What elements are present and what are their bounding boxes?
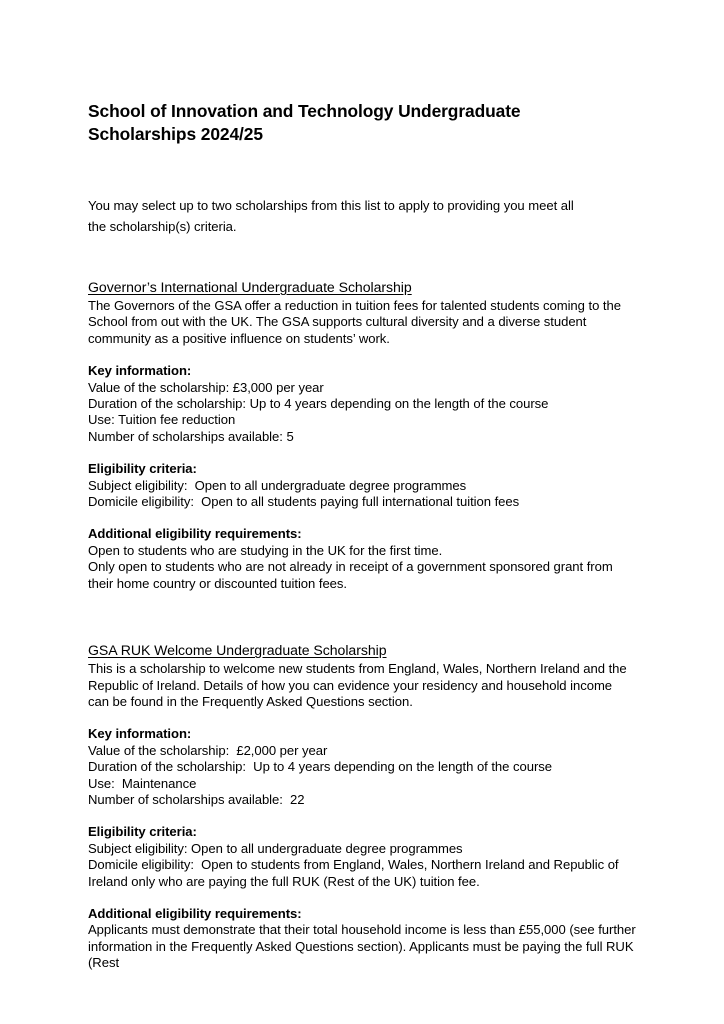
- eligibility-criteria-line: Domicile eligibility: Open to all students paying full international tuition fees: [88, 494, 520, 510]
- additional-requirements-line: Applicants must demonstrate that their total household income is less than £55,000 (see further information in the Frequently Asked Questions section). Applicants must be paying the full RUK (Rest: [88, 922, 640, 971]
- section-heading: GSA RUK Welcome Undergraduate Scholarship: [88, 642, 387, 659]
- eligibility-criteria-block: [88, 461, 636, 510]
- additional-requirements-label: Additional eligibility requirements:: [88, 905, 302, 921]
- key-information-line: Value of the scholarship: £3,000 per year: [88, 379, 324, 395]
- section-heading: Governor’s International Undergraduate Scholarship: [88, 279, 412, 295]
- key-information-line: Number of scholarships available: 5: [88, 428, 294, 444]
- additional-requirements-label: Additional eligibility requirements:: [88, 526, 302, 542]
- additional-requirements-block: [88, 526, 636, 592]
- scholarship-section-governors-international: [88, 278, 636, 592]
- eligibility-criteria-label: Eligibility criteria:: [88, 824, 197, 840]
- key-information-line: Duration of the scholarship: Up to 4 years depending on the length of the course: [88, 396, 549, 412]
- section-description: This is a scholarship to welcome new students from England, Wales, Northern Ireland and the Republic of Ireland. Details of how you can evidence your residency and household income can be found in the Frequently Asked Questions section.: [88, 661, 627, 709]
- eligibility-criteria-block: [88, 824, 636, 890]
- key-information-line: Duration of the scholarship: Up to 4 years depending on the length of the course: [88, 759, 552, 775]
- key-information-line: Use: Maintenance: [88, 775, 197, 791]
- eligibility-criteria-label: Eligibility criteria:: [88, 461, 197, 477]
- intro-paragraph: You may select up to two scholarships from this list to apply to providing you meet all the scholarship(s) criteria.: [88, 198, 574, 234]
- key-information-line: Number of scholarships available: 22: [88, 791, 305, 807]
- additional-requirements-line: Only open to students who are not already in receipt of a government sponsored grant from their home country or discounted tuition fees.: [88, 559, 617, 591]
- eligibility-criteria-line: Domicile eligibility: Open to students from England, Wales, Northern Ireland and Republic of Ireland only who are paying the full RUK (Rest of the UK) tuition fee.: [88, 857, 623, 889]
- key-information-line: Use: Tuition fee reduction: [88, 412, 236, 428]
- key-information-block: [88, 726, 636, 808]
- key-information-label: Key information:: [88, 726, 192, 742]
- key-information-line: Value of the scholarship: £2,000 per year: [88, 742, 328, 758]
- scholarship-section-gsa-ruk-welcome: [88, 641, 640, 972]
- additional-requirements-block: [88, 905, 640, 972]
- key-information-block: [88, 363, 636, 445]
- key-information-label: Key information:: [88, 363, 192, 379]
- additional-requirements-line: Open to students who are studying in the UK for the first time.: [88, 542, 443, 558]
- eligibility-criteria-line: Subject eligibility: Open to all undergraduate degree programmes: [88, 840, 463, 856]
- eligibility-criteria-line: Subject eligibility: Open to all undergraduate degree programmes: [88, 477, 467, 493]
- page-title: School of Innovation and Technology Undergraduate Scholarships 2024/25: [88, 101, 521, 144]
- section-description: The Governors of the GSA offer a reduction in tuition fees for talented students coming to the School from out with the UK. The GSA supports cultural diversity and a diverse student community as a positive influence on students’ work.: [88, 298, 621, 346]
